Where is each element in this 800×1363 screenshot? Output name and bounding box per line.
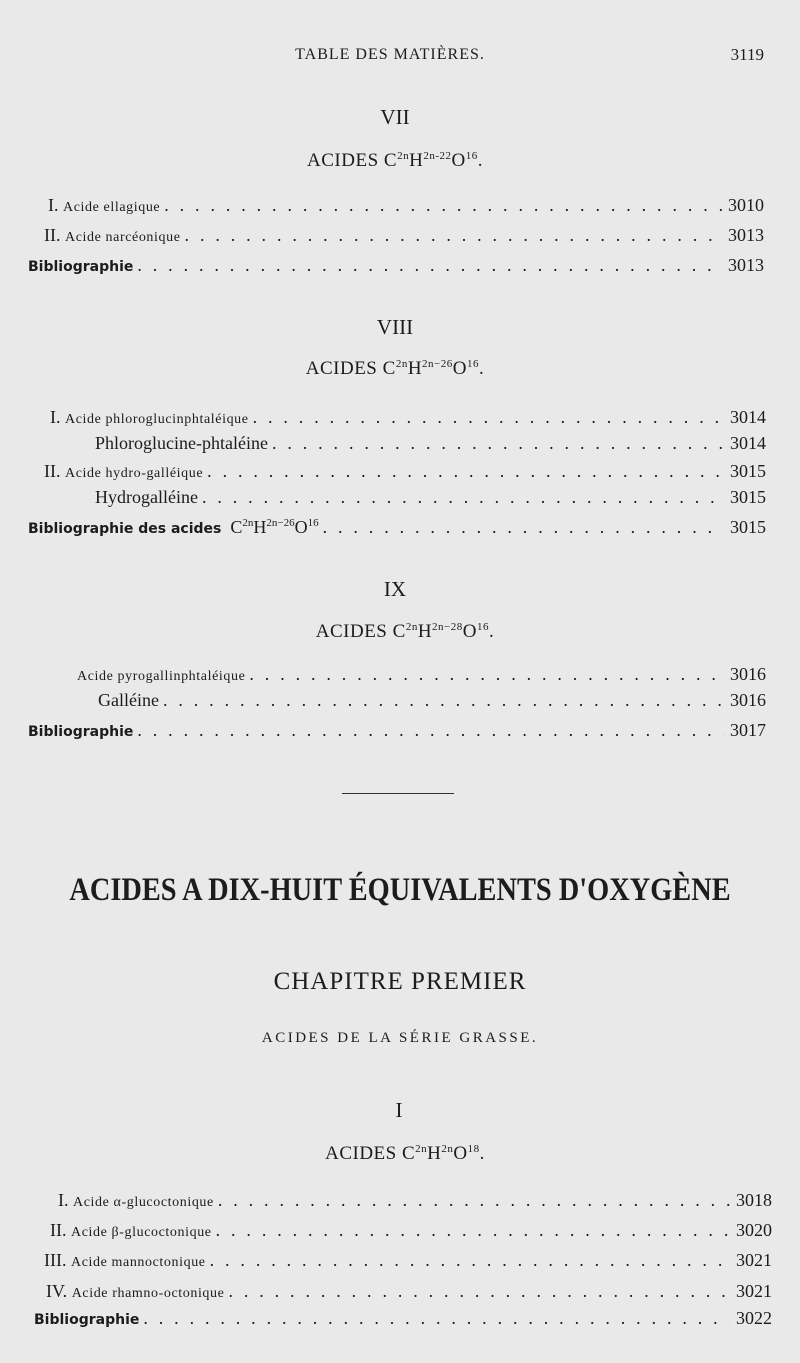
toc-bibliography[interactable] [34,1308,772,1329]
toc-bibliography[interactable] [28,255,764,276]
toc-entry[interactable] [50,407,766,428]
chapter-title: CHAPITRE PREMIER [273,968,527,995]
section-number: I [395,1098,403,1122]
entry-numeral: II. [44,461,61,481]
leader-dots [207,461,724,482]
toc-entry[interactable] [95,487,766,508]
leader-dots [143,1308,730,1329]
section-heading: ACIDES $C^{2n}H^{2n-28}O^{16}$. [315,621,495,642]
entry-page: 3013 [728,225,764,245]
entry-title: Galléine [98,690,159,710]
toc-entry[interactable] [44,225,764,246]
section-heading: ACIDES $C^{2n}H^{2n-26}O^{16}$. [305,358,485,379]
entry-page: 3022 [736,1308,772,1328]
section-heading: ACIDES $C^{2n}H^{2n-22}O^{16}$. [307,150,483,171]
entry-page: 3014 [730,407,766,427]
entry-page: 3016 [730,664,766,684]
toc-entry[interactable] [50,1220,772,1241]
bibliography-label: Bibliographie [28,259,134,275]
entry-page: 3016 [730,690,766,710]
entry-numeral: IV. [46,1281,68,1301]
leader-dots [218,1190,730,1211]
leader-dots [137,720,724,741]
entry-title: Acide hydro-galléique [65,466,204,481]
chapter-subtitle: ACIDES DE LA SÉRIE GRASSE. [261,1030,539,1046]
entry-title: Phloroglucine-phtaléine [95,433,268,453]
leader-dots [249,664,724,685]
toc-entry[interactable] [48,195,764,216]
leader-dots [216,1220,730,1241]
entry-title: Acide β-glucoctonique [71,1225,212,1240]
toc-bibliography[interactable] [28,720,766,741]
entry-title: Acide phloroglucinphtaléique [65,412,249,427]
entry-numeral: II. [50,1220,67,1240]
entry-numeral: II. [44,225,61,245]
leader-dots [253,407,724,428]
entry-page: 3018 [736,1190,772,1210]
leader-dots [185,225,722,246]
entry-title: Acide narcéonique [65,230,181,245]
toc-entry[interactable] [44,461,766,482]
toc-entry[interactable] [77,664,766,685]
entry-title: Acide ellagique [63,200,161,215]
entry-title: Acide mannoctonique [70,1255,206,1270]
leader-dots [163,690,724,711]
section-divider [342,793,454,794]
entry-numeral: III. [44,1250,67,1270]
entry-page: 3017 [730,720,766,740]
entry-page: 3015 [730,487,766,507]
leader-dots [210,1250,730,1271]
entry-page: 3014 [730,433,766,453]
entry-page: 3013 [728,255,764,275]
toc-entry[interactable] [46,1281,772,1302]
part-title: ACIDES A DIX-HUIT ÉQUIVALENTS D'OXYGÈNE [69,872,731,908]
page-number: 3119 [730,45,764,64]
entry-numeral: I. [58,1190,69,1210]
entry-title: Hydrogalléine [95,487,198,507]
section-number: IX [383,577,407,601]
entry-numeral: I. [48,195,59,215]
leader-dots [323,517,724,538]
bibliography-formula: $C^{2n}H^{2n-26}O^{16}$ [230,517,319,537]
entry-page: 3021 [736,1281,772,1301]
entry-title: Acide rhamno-octonique [71,1286,225,1301]
bibliography-label: Bibliographie des acides [28,521,222,537]
toc-entry[interactable] [95,433,766,454]
leader-dots [272,433,724,454]
toc-entry[interactable] [44,1250,772,1271]
section-number: VII [380,105,410,129]
toc-entry[interactable] [98,690,766,711]
entry-page: 3015 [730,461,766,481]
toc-bibliography[interactable] [28,517,766,538]
entry-title: Acide α-glucoctonique [73,1195,214,1210]
bibliography-label: Bibliographie [34,1312,140,1328]
leader-dots [202,487,724,508]
entry-title: Acide pyrogallinphtaléique [77,669,246,684]
entry-numeral: I. [50,407,61,427]
toc-entry[interactable] [58,1190,772,1211]
leader-dots [164,195,722,216]
section-number: VIII [376,315,414,339]
entry-page: 3021 [736,1250,772,1270]
leader-dots [137,255,722,276]
running-title: TABLE DES MATIÈRES. [295,46,485,63]
entry-page: 3020 [736,1220,772,1240]
leader-dots [228,1281,730,1302]
entry-page: 3015 [730,517,766,537]
section-heading: ACIDES $C^{2n}H^{2n}O^{18}$. [325,1143,485,1164]
bibliography-label: Bibliographie [28,724,134,740]
entry-page: 3010 [728,195,764,215]
